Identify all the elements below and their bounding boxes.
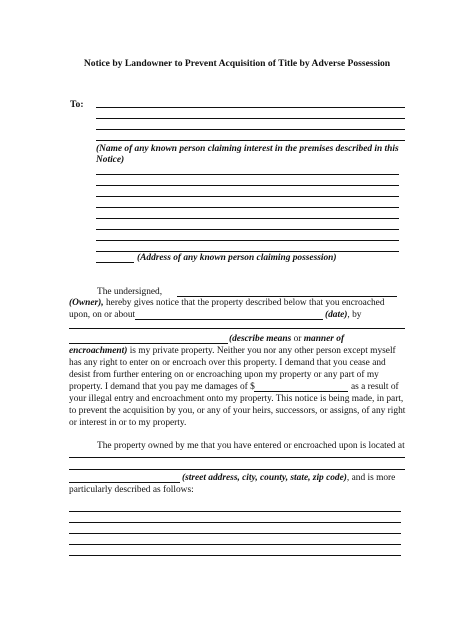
location-line[interactable] bbox=[69, 457, 405, 458]
paragraph-line: (describe means or manner of bbox=[229, 334, 345, 344]
paragraph-line: particularly described as follows: bbox=[69, 485, 194, 495]
undersigned-text: The undersigned, bbox=[97, 287, 163, 297]
document-title: Notice by Landowner to Prevent Acquisition of Title by Adverse Possession bbox=[83, 58, 391, 69]
means-line[interactable] bbox=[69, 328, 405, 329]
paragraph-line: upon, on or about bbox=[69, 310, 136, 320]
recipient-line[interactable] bbox=[96, 129, 405, 130]
paragraph-line: to prevent the acquisition by you, or any of your heirs, successors, or assigns, of any right bbox=[69, 406, 406, 416]
address-line[interactable] bbox=[96, 229, 399, 230]
paragraph-line: desist from further entering on or encroaching upon my property or any part of my bbox=[69, 370, 379, 380]
means-line[interactable] bbox=[69, 343, 228, 344]
address-note: (Address of any known person claiming possession) bbox=[137, 253, 337, 263]
paragraph-line: your illegal entry and encroachment onto my property. This notice is being made, in part, bbox=[69, 394, 404, 404]
name-note: (Name of any known person claiming interest in the premises described in this bbox=[96, 144, 399, 154]
to-label: To: bbox=[70, 99, 84, 110]
paragraph-line: encroachment) is my private property. Neither you nor any other person except myself bbox=[69, 346, 396, 356]
location-line[interactable] bbox=[69, 469, 405, 470]
address-line[interactable] bbox=[96, 174, 399, 175]
recipient-line[interactable] bbox=[96, 107, 405, 108]
paragraph-line: (street address, city, county, state, zip code), and is more bbox=[182, 473, 396, 483]
address-line[interactable] bbox=[96, 185, 399, 186]
paragraph-line: (date), by bbox=[325, 310, 362, 320]
address-line[interactable] bbox=[96, 240, 399, 241]
paragraph-line: has any right to enter on or encroach over this property. I demand that you cease and bbox=[69, 358, 386, 368]
damages-amount-line[interactable] bbox=[254, 391, 348, 392]
paragraph-line: or interest in or to my property. bbox=[69, 418, 187, 428]
recipient-line[interactable] bbox=[96, 140, 405, 141]
recipient-line[interactable] bbox=[96, 118, 405, 119]
address-line[interactable] bbox=[96, 207, 399, 208]
description-line[interactable] bbox=[69, 544, 401, 545]
paragraph-line: The property owned by me that you have entered or encroached upon is located at bbox=[97, 441, 405, 451]
address-short-line[interactable] bbox=[96, 262, 134, 263]
paragraph-line: (Owner), hereby gives notice that the property described below that you encroached bbox=[69, 298, 385, 308]
date-line[interactable] bbox=[135, 319, 323, 320]
location-line[interactable] bbox=[69, 482, 180, 483]
description-line[interactable] bbox=[69, 555, 401, 556]
paragraph-line: property. I demand that you pay me damages of $ bbox=[69, 382, 255, 392]
name-note-cont: Notice) bbox=[96, 155, 125, 165]
description-line[interactable] bbox=[69, 533, 401, 534]
address-line[interactable] bbox=[96, 196, 399, 197]
description-line[interactable] bbox=[69, 522, 401, 523]
address-line[interactable] bbox=[96, 218, 399, 219]
paragraph-line: as a result of bbox=[351, 382, 399, 392]
description-line[interactable] bbox=[69, 511, 401, 512]
